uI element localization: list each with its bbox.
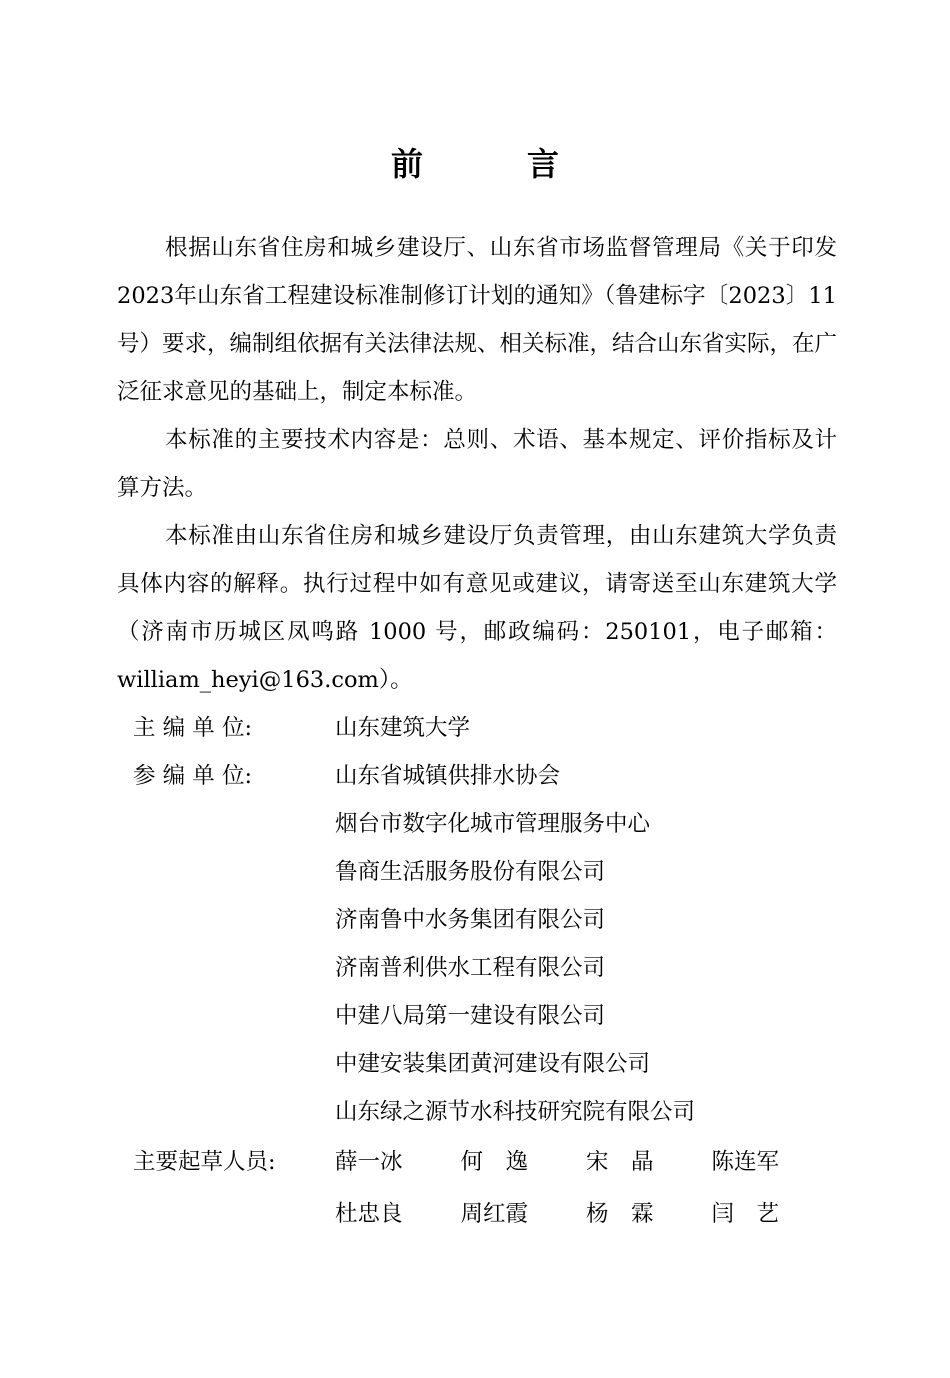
participating-unit-row <box>117 992 837 1040</box>
participating-unit-item: 济南普利供水工程有限公司 <box>335 955 606 981</box>
participating-unit-row <box>117 848 837 896</box>
drafter-name: 闫 艺 <box>711 1201 780 1227</box>
participating-unit-item: 济南鲁中水务集团有限公司 <box>335 907 606 933</box>
chief-unit-row <box>117 704 837 752</box>
drafter-name: 杨 霖 <box>586 1201 654 1227</box>
participating-unit-row <box>117 800 837 848</box>
drafters-label: 主要起草人员: <box>133 1149 276 1175</box>
drafter-name: 何 逸 <box>460 1149 529 1175</box>
drafter-name: 薛一冰 <box>335 1149 403 1175</box>
chief-unit-label: 主 编 单 位: <box>133 715 253 741</box>
drafter-name: 杜忠良 <box>335 1201 403 1227</box>
participating-unit-row <box>117 944 837 992</box>
paragraph-basis: 根据山东省住房和城乡建设厅、山东省市场监督管理局《关于印发2023年山东省工程建设标准制修订计划的通知》（鲁建标字〔2023〕11号）要求，编制组依据有关法律法规、相关标准，结合山东省实际，在广泛征求意见的基础上，制定本标准。 <box>117 235 838 405</box>
participating-unit-label: 参 编 单 位: <box>133 763 253 789</box>
participating-unit-item: 山东省城镇供排水协会 <box>335 763 561 789</box>
chief-unit-value: 山东建筑大学 <box>335 715 471 741</box>
drafters-row <box>117 1136 837 1188</box>
drafter-name: 周红霞 <box>460 1201 529 1227</box>
paragraph-management: 本标准由山东省住房和城乡建设厅负责管理，由山东建筑大学负责具体内容的解释。执行过程中如有意见或建议，请寄送至山东建筑大学（济南市历城区凤鸣路 1000 号，邮政编码：250101，电子邮箱：william_heyi@163.com）。 <box>117 523 837 693</box>
participating-unit-item: 中建安装集团黄河建设有限公司 <box>335 1051 651 1077</box>
drafter-name: 宋 晶 <box>586 1149 654 1175</box>
participating-unit-row <box>117 1088 837 1136</box>
drafters-row <box>117 1188 837 1240</box>
participating-unit-item: 鲁商生活服务股份有限公司 <box>335 859 606 885</box>
participating-unit-row <box>117 896 837 944</box>
participating-unit-item: 山东绿之源节水科技研究院有限公司 <box>335 1099 696 1125</box>
paragraph-content: 本标准的主要技术内容是：总则、术语、基本规定、评价指标及计算方法。 <box>117 427 837 501</box>
participating-unit-item: 中建八局第一建设有限公司 <box>335 1003 606 1029</box>
drafter-name: 陈连军 <box>711 1149 780 1175</box>
preface-body <box>117 224 837 1240</box>
participating-unit-row <box>117 752 837 800</box>
participating-unit-item: 烟台市数字化城市管理服务中心 <box>335 811 651 837</box>
page-title: 前 言 <box>390 145 595 183</box>
participating-unit-row <box>117 1040 837 1088</box>
